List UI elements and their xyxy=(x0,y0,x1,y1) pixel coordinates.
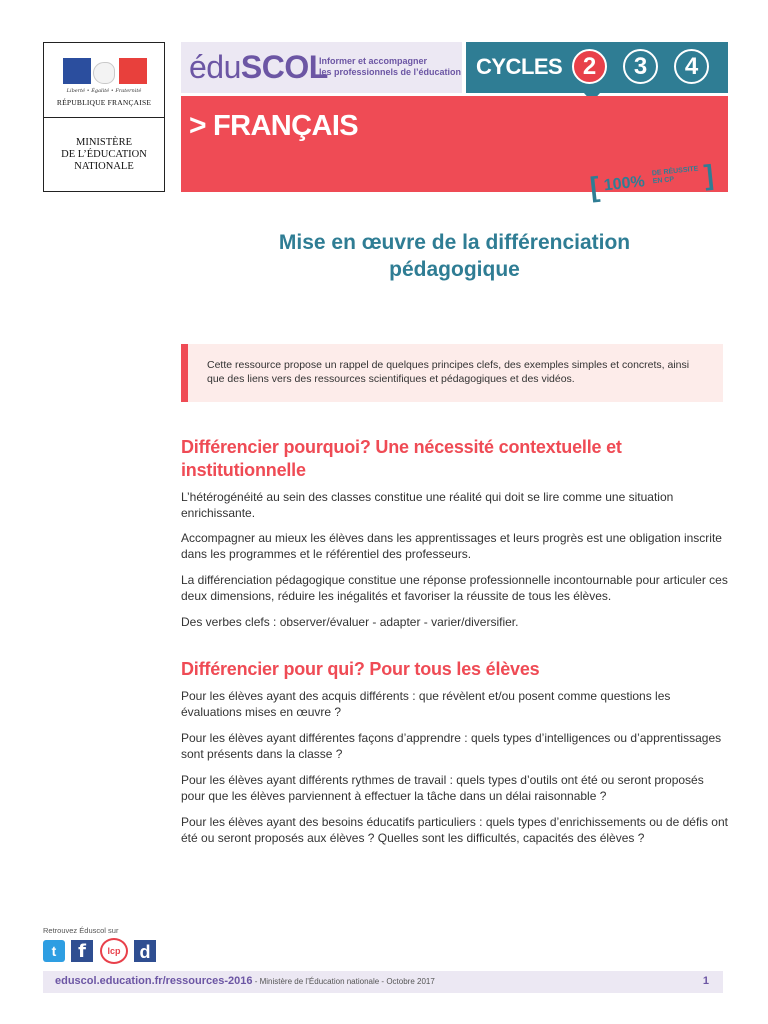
cycle-2-badge: 2 xyxy=(572,49,607,84)
facebook-icon[interactable]: f xyxy=(71,940,93,962)
page-number: 1 xyxy=(702,975,709,987)
eduscol-header xyxy=(181,42,462,93)
cycle-3-badge: 3 xyxy=(623,49,658,84)
paragraph: Accompagner au mieux les élèves dans les apprentissages et leurs progrès est une obligation inscrite dans les programmes et le référentiel des professeurs. xyxy=(181,531,722,561)
subject-title: FRANÇAIS xyxy=(213,110,359,142)
paragraph: La différenciation pédagogique constitue une réponse professionnelle incontournable pour articuler ces deux dimensions, réduire les inégalités et favoriser la réussite de tous les élèves. xyxy=(181,573,728,603)
reussite-cp-badge: [ 100% DE RÉUSSITE EN CP ] xyxy=(588,159,715,203)
intro-text: Cette ressource propose un rappel de quelques principes clefs, des exemples simples et concrets, ainsi que des liens vers des ressources scientifiques et pédagogiques et des vidéos. xyxy=(207,359,690,385)
lcp-icon[interactable]: lcp xyxy=(100,938,128,964)
ministry-name: MINISTÈRE DE L’ÉDUCATION NATIONALE xyxy=(61,137,147,172)
twitter-icon[interactable]: t xyxy=(43,940,65,962)
eduscol-logo: éduSCOL xyxy=(189,49,328,85)
social-caption: Retrouvez Éduscol sur xyxy=(43,926,119,935)
paragraph: L’hétérogénéité au sein des classes constitue une réalité qui doit se lire comme une situation enrichissante. xyxy=(181,490,674,520)
intro-box xyxy=(181,344,723,402)
page-title: Mise en œuvre de la différenciation pédagogique xyxy=(278,231,631,281)
paragraph: Des verbes clefs : observer/évaluer - adapter - varier/diversifier. xyxy=(181,615,519,629)
paragraph: Pour les élèves ayant des besoins éducatifs particuliers : quels types d’enrichissements ou de défis ont été ou seront proposés aux élèves ? Quelles sont les difficultés, capacités des élèves ? xyxy=(181,815,728,845)
republic-motto: Liberté • Égalité • Fraternité xyxy=(66,88,142,94)
chevron-right-icon: > xyxy=(189,109,207,142)
cycles-header xyxy=(466,42,728,93)
footer-bar xyxy=(43,971,723,993)
republique-francaise: RÉPUBLIQUE FRANÇAISE xyxy=(56,98,152,107)
cycles-label: CYCLES xyxy=(476,54,563,79)
ministry-logo xyxy=(43,42,165,192)
badge-caption: DE RÉUSSITE EN CP xyxy=(651,165,699,186)
dailymotion-icon[interactable]: d xyxy=(134,940,156,962)
paragraph: Pour les élèves ayant différentes façons d’apprendre : quels types d’intelligences ou d’apprentissages sont présents dans la classe ? xyxy=(181,731,722,761)
section-heading-pourquoi: Différencier pourquoi? Une nécessité contextuelle et institutionnelle xyxy=(181,437,622,480)
footer-link[interactable]: eduscol.education.fr/ressources-2016 - Ministère de l’Éducation nationale - Octobre 2017 xyxy=(55,975,435,987)
cycle-4-badge: 4 xyxy=(674,49,709,84)
section-heading-pour-qui: Différencier pour qui? Pour tous les élèves xyxy=(181,659,540,679)
footer-credits: - Ministère de l’Éducation nationale - Octobre 2017 xyxy=(252,977,435,986)
intro-accent-bar xyxy=(181,344,188,402)
paragraph: Pour les élèves ayant différents rythmes de travail : quels types d’outils ont été ou seront proposés pour que les élèves parviennent à effectuer la tâche dans un délai raisonnable ? xyxy=(181,773,704,803)
marianne-flag-icon xyxy=(63,58,147,84)
badge-percent: 100% xyxy=(603,173,646,195)
eduscol-tagline: Informer et accompagner les professionnels de l’éducation xyxy=(319,56,462,77)
paragraph: Pour les élèves ayant des acquis différents : que révèlent et/ou posent comme questions les évaluations mises en œuvre ? xyxy=(181,689,671,719)
